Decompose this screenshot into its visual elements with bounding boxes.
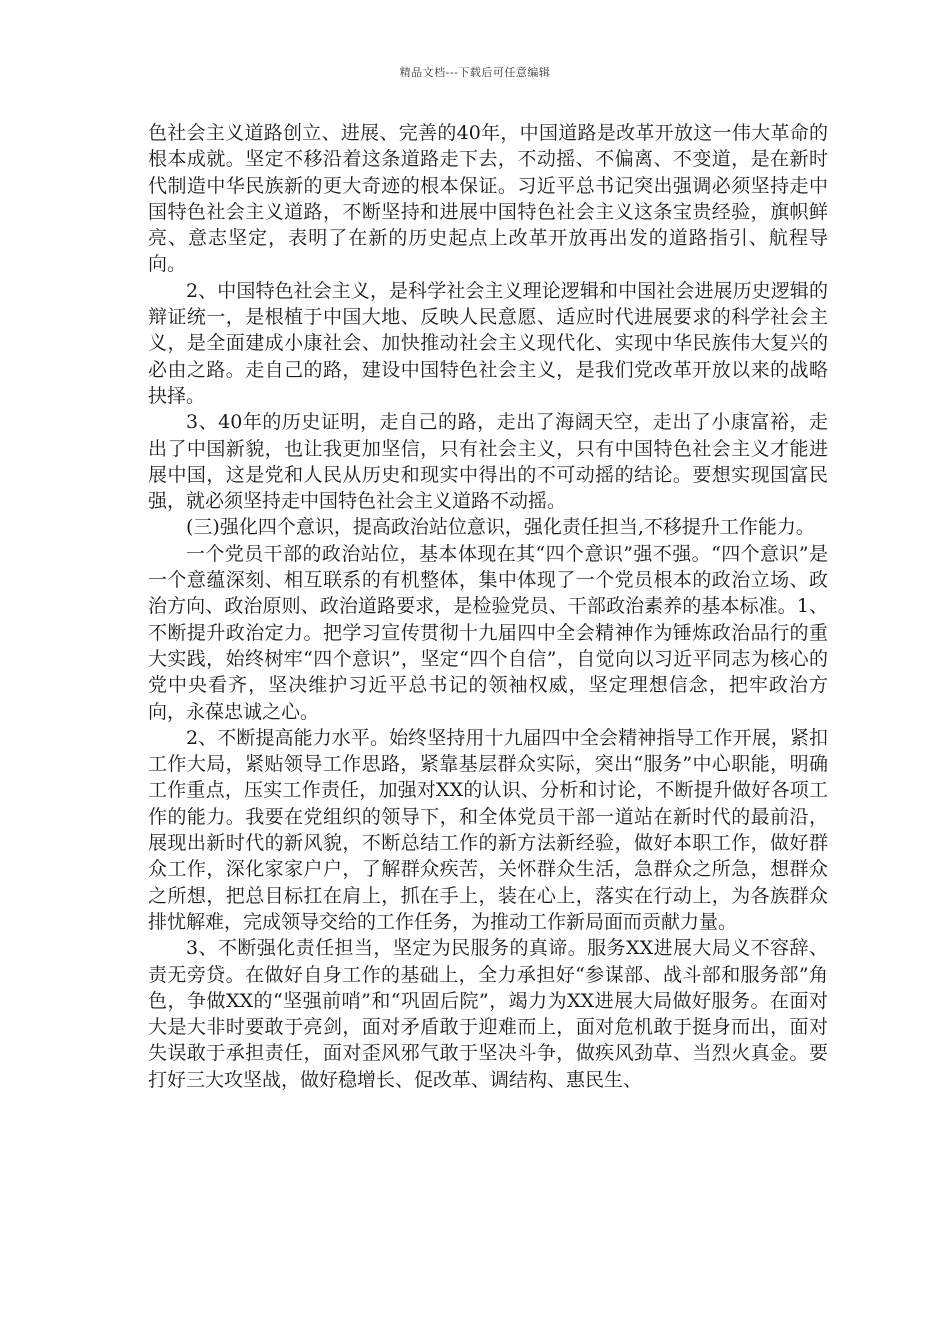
document-body bbox=[148, 120, 828, 1093]
paragraph: 3、不断强化责任担当，坚定为民服务的真谛。服务XX进展大局义不容辞、责无旁贷。在做好自身工作的基础上，全力承担好“参谋部、战斗部和服务部”角色，争做XX的“坚强前哨”和“巩固后院”，竭力为XX进展大局做好服务。在面对大是大非时要敢于亮剑，面对矛盾敢于迎难而上，面对危机敢于挺身而出，面对失误敢于承担责任，面对歪风邪气敢于坚决斗争，做疾风劲草、当烈火真金。要打好三大攻坚战，做好稳增长、促改革、调结构、惠民生、 bbox=[148, 937, 828, 1091]
section-heading: (三)强化四个意识，提高政治站位意识，强化责任担当,不移提升工作能力。 bbox=[186, 516, 815, 539]
paragraph: 2、中国特色社会主义，是科学社会主义理论逻辑和中国社会进展历史逻辑的辩证统一，是根植于中国大地、反映人民意愿、适应时代进展要求的科学社会主义，是全面建成小康社会、加快推动社会主义现代化、实现中华民族伟大复兴的必由之路。走自己的路，建设中国特色社会主义，是我们党改革开放以来的战略抉择。 bbox=[148, 279, 828, 407]
page-header: 精品文档---下载后可任意编辑 bbox=[399, 66, 551, 79]
paragraph: 一个党员干部的政治站位，基本体现在其“四个意识”强不强。“四个意识”是一个意蕴深刻、相互联系的有机整体，集中体现了一个党员根本的政治立场、政治方向、政治原则、政治道路要求，是检验党员、干部政治素养的基本标准。1、不断提升政治定力。把学习宣传贯彻十九届四中全会精神作为锤炼政治品行的重大实践，始终树牢“四个意识”，坚定“四个自信”，自觉向以习近平同志为核心的党中央看齐，坚决维护习近平总书记的领袖权威，坚定理想信念，把牢政治方向，永葆忠诚之心。 bbox=[148, 542, 828, 723]
paragraph: 3、40年的历史证明，走自己的路，走出了海阔天空，走出了小康富裕，走出了中国新貌，也让我更加坚信，只有社会主义，只有中国特色社会主义才能进展中国，这是党和人民从历史和现实中得出的不可动摇的结论。要想实现国富民强，就必须坚持走中国特色社会主义道路不动摇。 bbox=[148, 411, 828, 513]
paragraph: 2、不断提高能力水平。始终坚持用十九届四中全会精神指导工作开展，紧扣工作大局，紧贴领导工作思路，紧靠基层群众实际，突出“服务”中心职能，明确工作重点，压实工作责任，加强对XX的认识、分析和讨论，不断提升做好各项工作的能力。我要在党组织的领导下，和全体党员干部一道站在新时代的最前沿，展现出新时代的新风貌，不断总结工作的新方法新经验，做好本职工作，做好群众工作，深化家家户户，了解群众疾苦，关怀群众生活，急群众之所急，想群众之所想，把总目标扛在肩上，抓在手上，装在心上，落实在行动上，为各族群众排忧解难，完成领导交给的工作任务，为推动工作新局面而贡献力量。 bbox=[148, 726, 828, 933]
paragraph-continuation: 色社会主义道路创立、进展、完善的40年，中国道路是改革开放这一伟大革命的根本成就。坚定不移沿着这条道路走下去，不动摇、不偏离、不变道，是在新时代制造中华民族新的更大奇迹的根本保证。习近平总书记突出强调必须坚持走中国特色社会主义道路，不断坚持和进展中国特色社会主义这条宝贵经验，旗帜鲜亮、意志坚定，表明了在新的历史起点上改革开放再出发的道路指引、航程导向。 bbox=[148, 122, 828, 276]
